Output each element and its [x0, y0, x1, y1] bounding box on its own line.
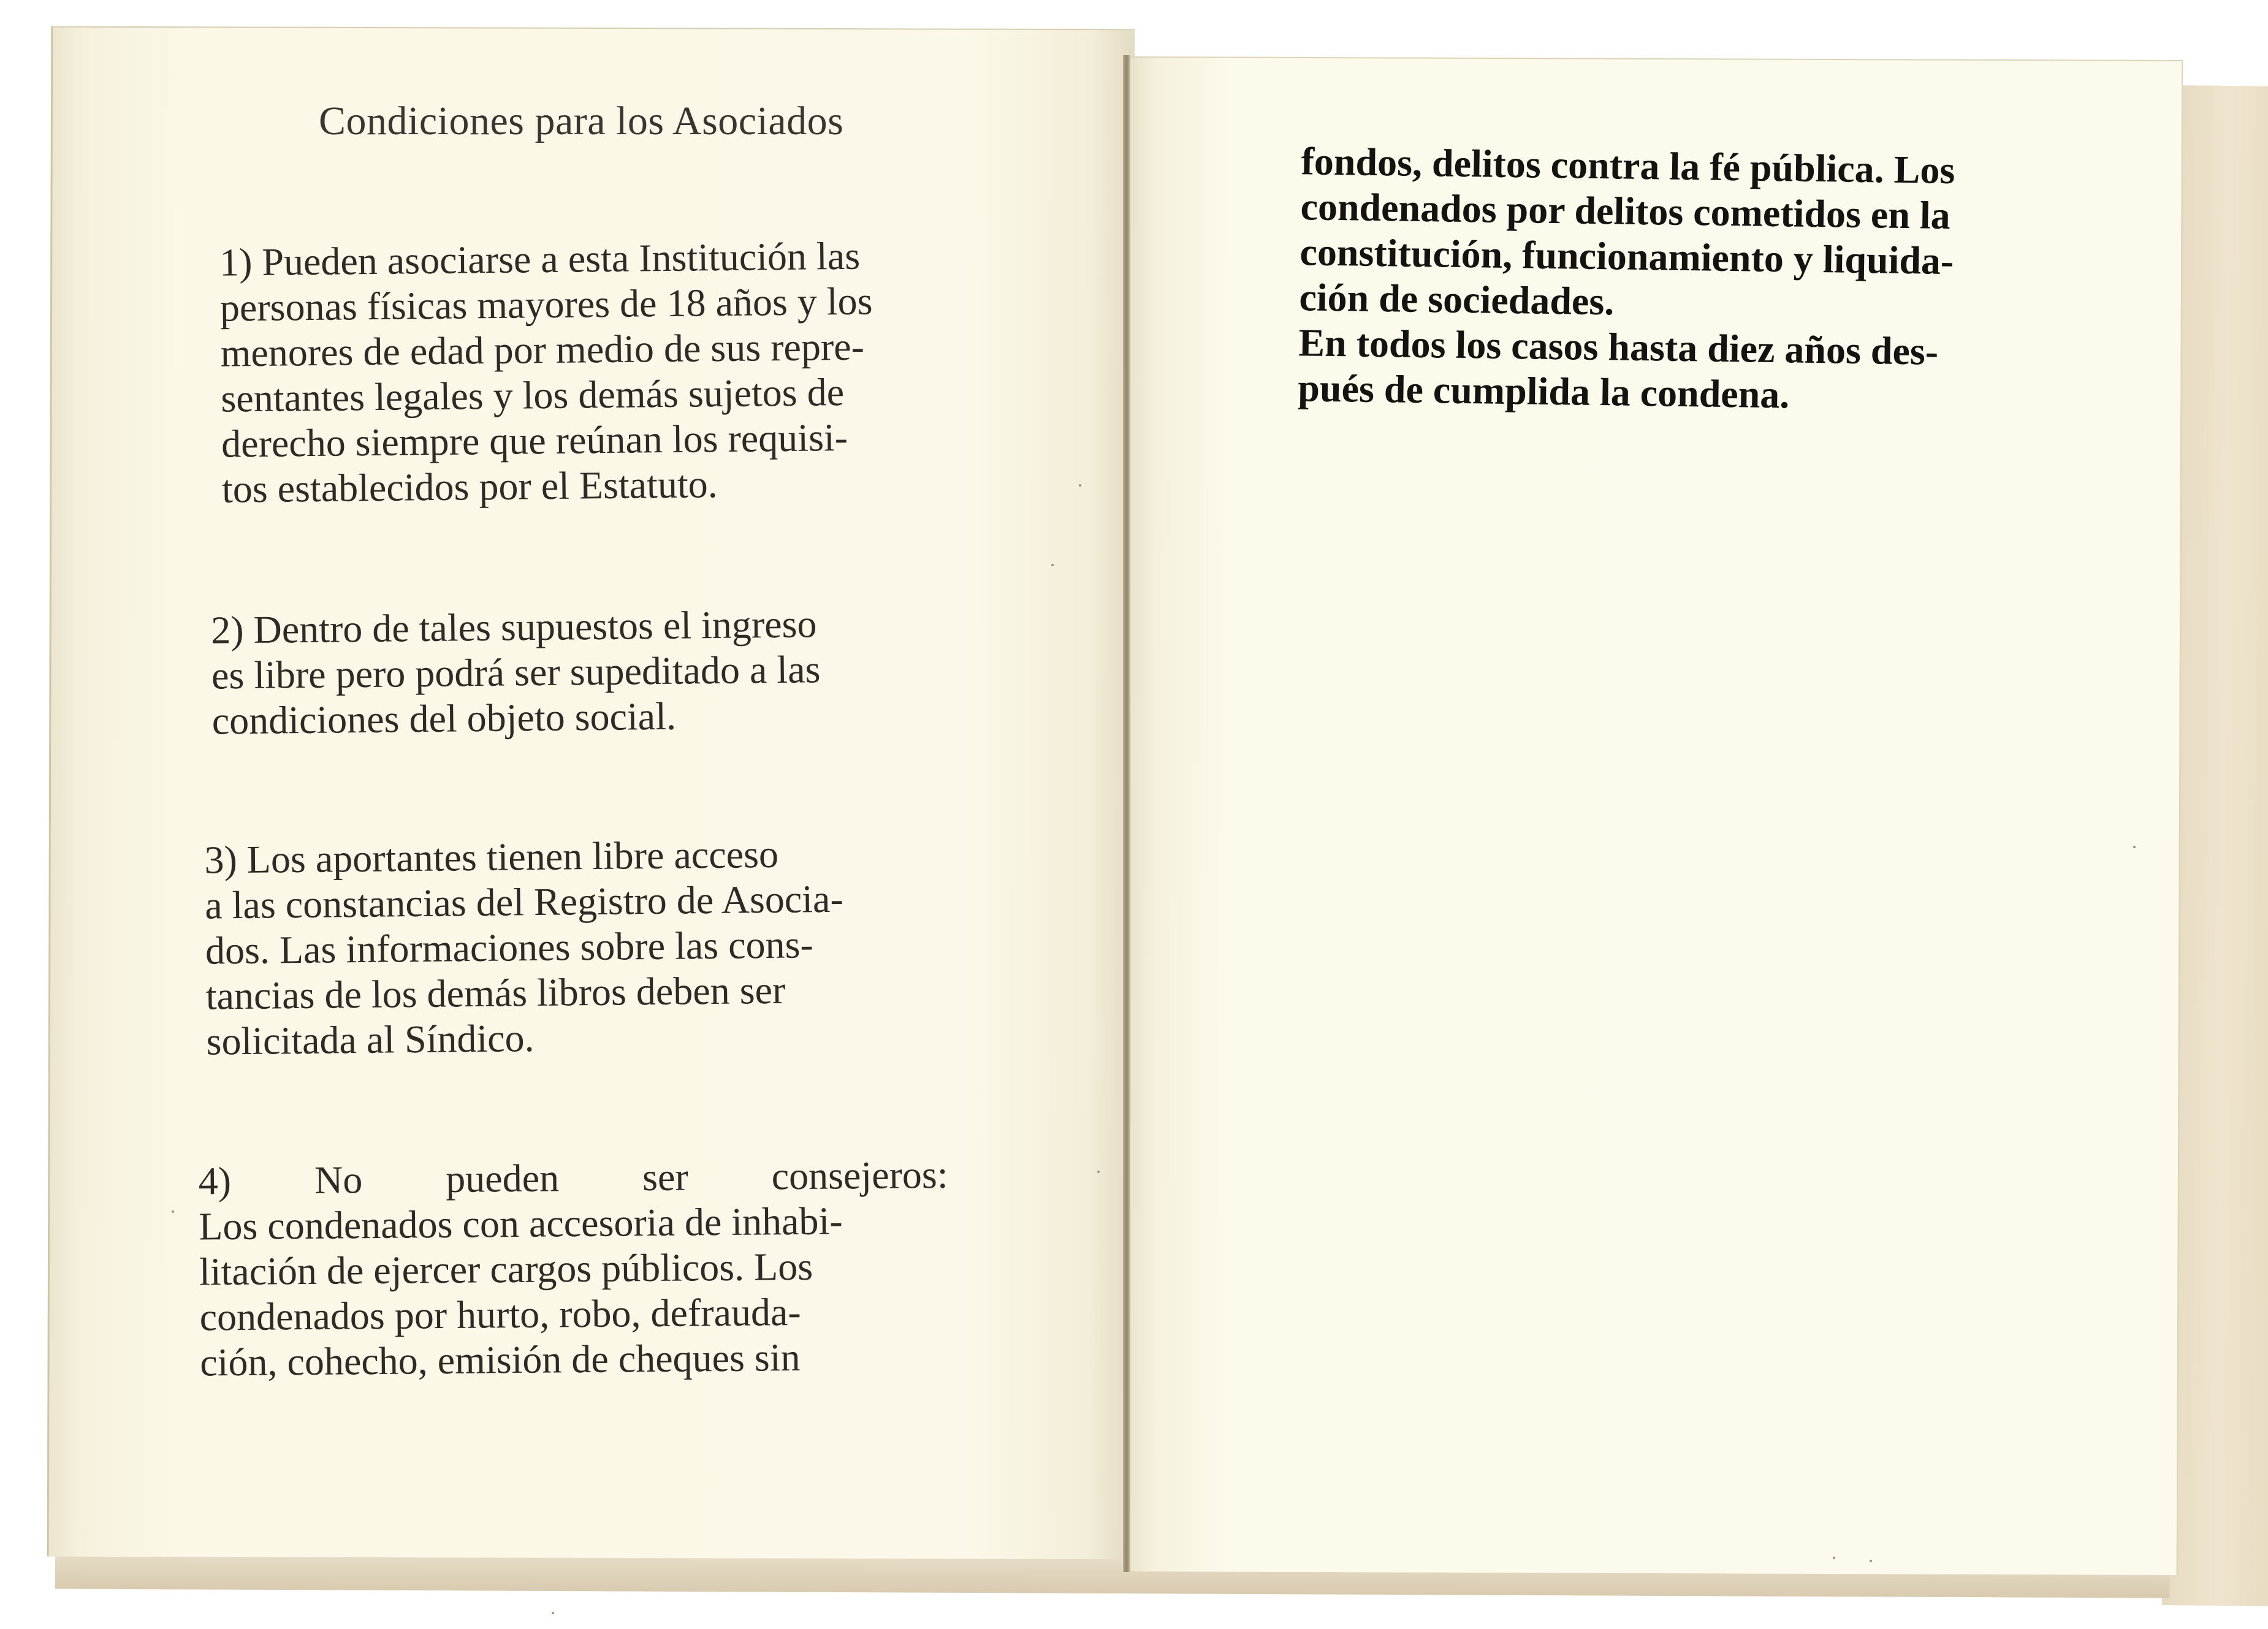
binding-gutter [1123, 55, 1130, 1572]
paragraph-2 [211, 599, 984, 743]
text-line: derecho siempre que reúnan los requisi- [221, 415, 848, 466]
text-line: 3) Los aportantes tienen libre acceso [204, 832, 779, 882]
text-line: 1) Pueden asociarse a esta Institución las [219, 234, 861, 284]
text-line: 4) No pueden ser consejeros: [198, 1152, 948, 1203]
text-line: condenados por delitos cometidos en la [1300, 184, 1951, 238]
text-line: es libre pero podrá ser supeditado a las [211, 647, 821, 697]
text-line: 2) Dentro de tales supuestos el ingreso [210, 602, 817, 652]
text-line: ción de sociedades. [1299, 275, 1615, 324]
text-line: Los condenados con accesoria de inhabi- [199, 1199, 843, 1248]
text-line: dos. Las informaciones sobre las cons- [205, 922, 814, 973]
text-line: En todos los casos hasta diez años des- [1298, 321, 1939, 373]
text-line: tancias de los demás libros deben ser [205, 968, 786, 1018]
text-line: ción, cohecho, emisión de cheques sin [200, 1335, 801, 1384]
text-line: condenados por hurto, robo, defrauda- [199, 1289, 801, 1339]
text-line: litación de ejercer cargos públicos. Los [199, 1244, 813, 1294]
text-line: solicitada al Síndico. [206, 1016, 535, 1063]
text-line: a las constancias del Registro de Asocia- [204, 876, 844, 927]
text-line: fondos, delitos contra la fé pública. Los [1301, 139, 1955, 192]
paragraph-3 [204, 829, 979, 1064]
text-line: constitución, funcionamiento y liquida- [1300, 230, 1954, 283]
text-line: sentantes legales y los demás sujetos de [221, 370, 845, 420]
text-line: pués de cumplida la condena. [1297, 366, 1790, 417]
paragraph-1 [219, 232, 995, 512]
continued-text [1298, 139, 2074, 422]
text-line: condiciones del objeto social. [211, 694, 677, 743]
page-title: Condiciones para los Asociados [319, 99, 844, 143]
text-line: personas físicas mayores de 18 años y los [219, 279, 873, 330]
paragraph-4 [198, 1152, 972, 1386]
text-line: tos establecidos por el Estatuto. [221, 462, 718, 511]
text-line: menores de edad por medio de sus repre- [220, 324, 865, 375]
